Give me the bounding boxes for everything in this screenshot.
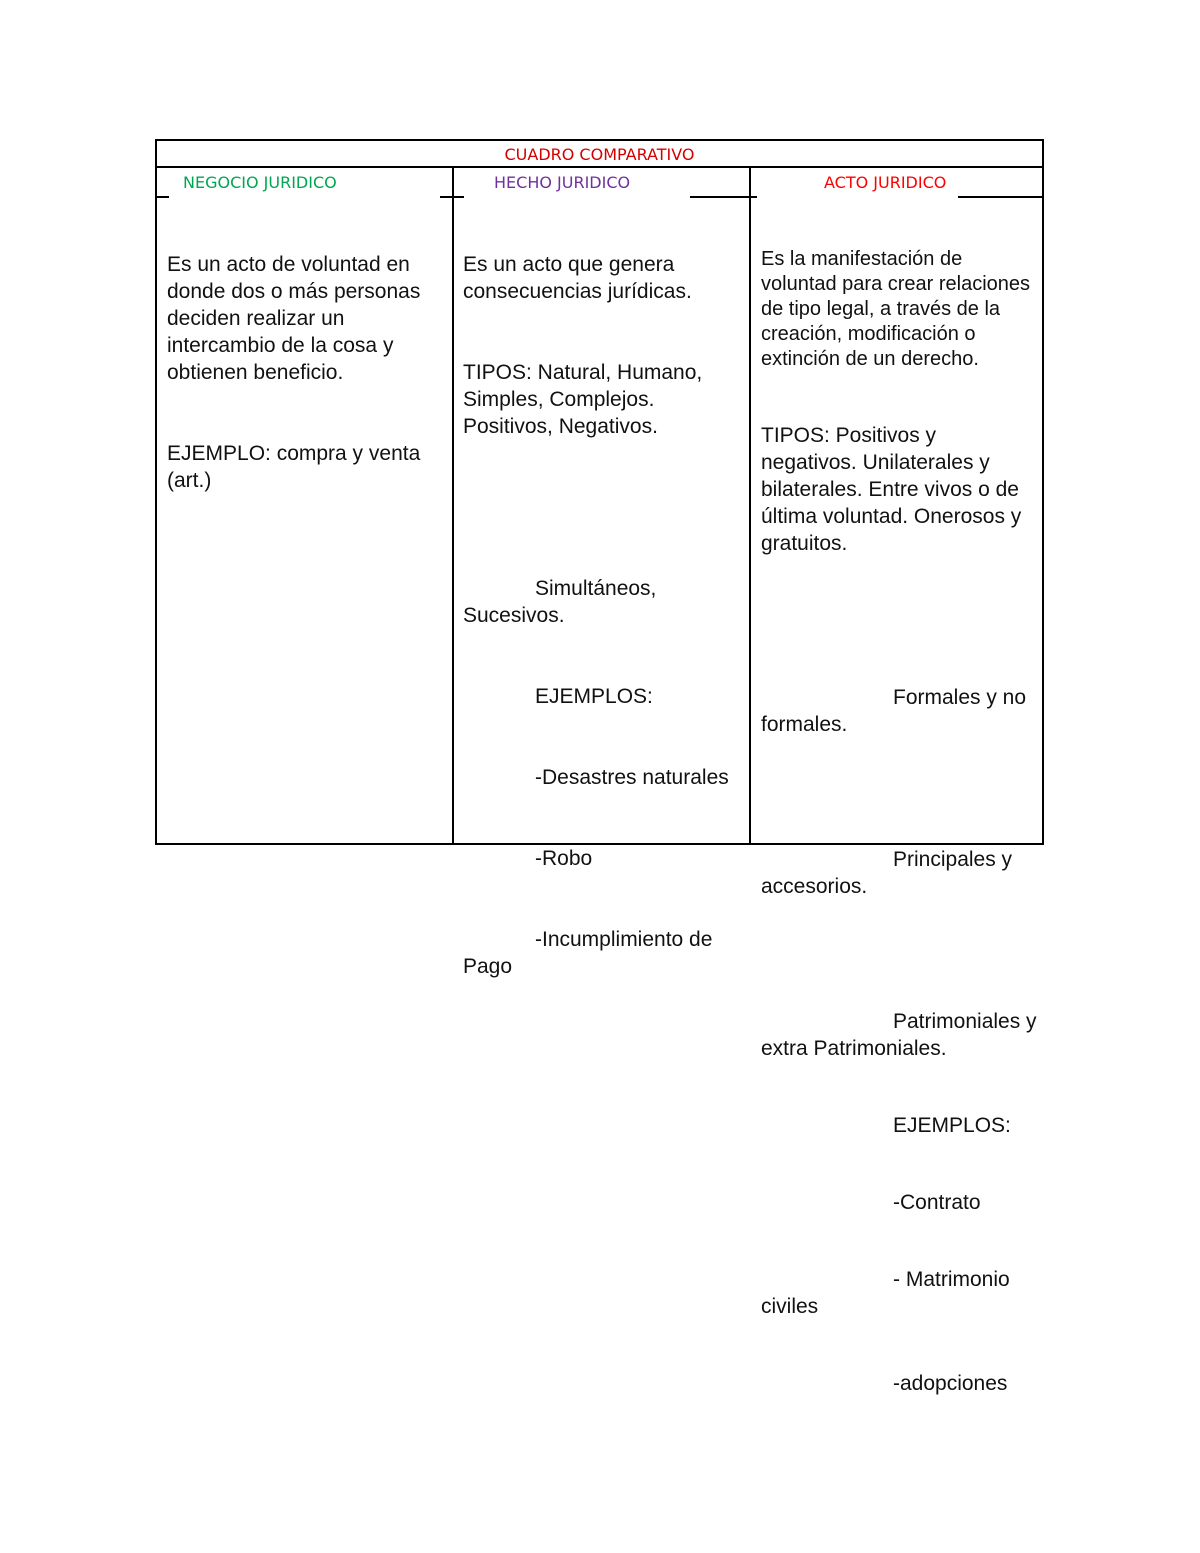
header-rule bbox=[751, 196, 757, 198]
cell-paragraph: Es la manifestación de voluntad para crear relaciones de tipo legal, a través de la creación, modificación o extinción de un derecho. bbox=[761, 248, 1036, 370]
column-heading-negocio: NEGOCIO JURIDICO bbox=[183, 173, 337, 192]
blank-line bbox=[761, 607, 1037, 634]
column-divider bbox=[452, 168, 454, 843]
cell-paragraph: EJEMPLOS: bbox=[535, 685, 653, 708]
spacer bbox=[761, 788, 1037, 796]
cell-paragraph: Es un acto de voluntad en donde dos o más personas deciden realizar un intercambio de la cosa y obtienen beneficio. bbox=[167, 253, 427, 384]
column-heading-hecho: HECHO JURIDICO bbox=[494, 173, 631, 192]
cell-paragraph: Patrimoniales y extra Patrimoniales. bbox=[761, 1010, 1043, 1060]
cell-paragraph: EJEMPLO: compra y venta (art.) bbox=[167, 442, 427, 492]
cell-paragraph: - Matrimonio civiles bbox=[761, 1268, 1016, 1318]
cell-paragraph: -adopciones bbox=[893, 1372, 1008, 1395]
spacer bbox=[761, 950, 1037, 958]
column-content-acto bbox=[761, 197, 1043, 1447]
cell-paragraph: Principales y accesorios. bbox=[761, 848, 1018, 898]
cell-paragraph: -Incumplimiento de Pago bbox=[463, 928, 719, 978]
cell-paragraph: TIPOS: Positivos y negativos. Unilaterales y bilaterales. Entre vivos o de última voluntad. Onerosos y gratuitos. bbox=[761, 424, 1028, 555]
column-content-hecho bbox=[463, 197, 741, 1034]
column-heading-acto: ACTO JURIDICO bbox=[824, 173, 947, 192]
cell-paragraph: Simultáneos, Sucesivos. bbox=[463, 577, 663, 627]
cell-paragraph: -Desastres naturales bbox=[535, 766, 729, 789]
cell-paragraph: Formales y no formales. bbox=[761, 686, 1032, 736]
comparison-table bbox=[155, 139, 1044, 1395]
table-title: CUADRO COMPARATIVO bbox=[157, 141, 1042, 168]
blank-line bbox=[463, 494, 741, 521]
column-divider bbox=[749, 168, 751, 843]
cell-paragraph: EJEMPLOS: bbox=[893, 1114, 1011, 1137]
cell-paragraph: -Contrato bbox=[893, 1191, 981, 1214]
cell-paragraph: Es un acto que genera consecuencias jurídicas. bbox=[463, 253, 692, 303]
cell-paragraph: TIPOS: Natural, Humano, Simples, Complejos. Positivos, Negativos. bbox=[463, 361, 709, 438]
column-content-negocio bbox=[167, 197, 447, 548]
cell-paragraph: -Robo bbox=[535, 847, 593, 870]
